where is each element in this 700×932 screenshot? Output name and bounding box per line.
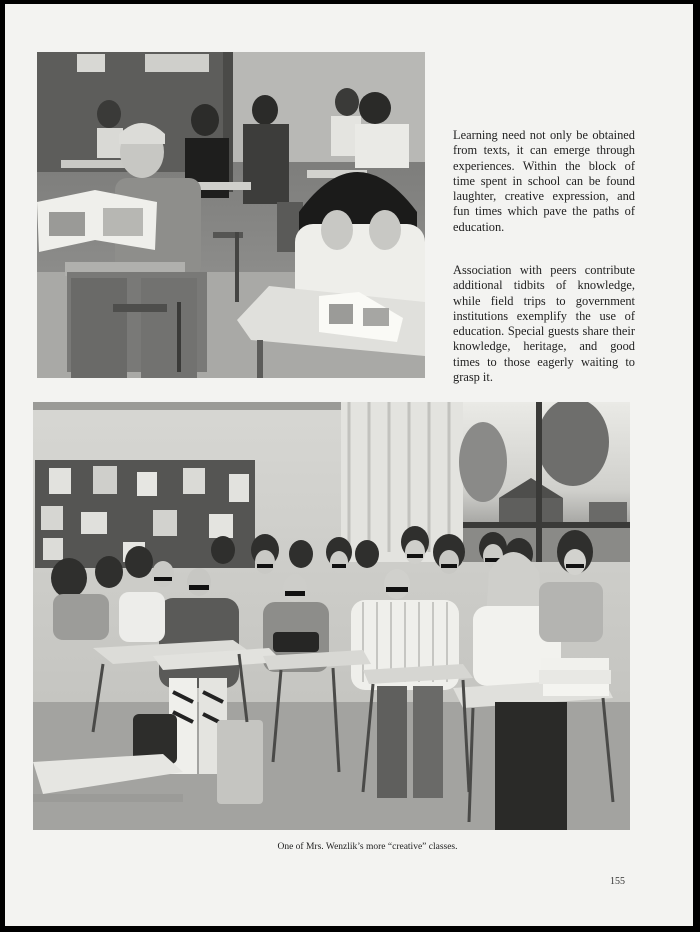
photo-caption: One of Mrs. Wenzlik’s more “creative” classes.	[277, 842, 458, 852]
yearbook-page	[5, 4, 693, 926]
mustache-class-photo	[33, 402, 630, 830]
classroom-reading-photo	[37, 52, 425, 378]
intro-paragraph: Learning need not only be obtained from texts, it can emerge through experiences. Within the block of time spent in school can be found laughter, creative expression, and fun times which pave the paths of education.	[453, 128, 635, 234]
second-paragraph: Association with peers contribute additional tidbits of knowledge, while field trips to government institutions exemplify the use of education. Special guests share their knowledge, heritage, and good times to those eagerly waiting to grasp it.	[453, 263, 635, 385]
page-number: 155	[610, 876, 625, 887]
